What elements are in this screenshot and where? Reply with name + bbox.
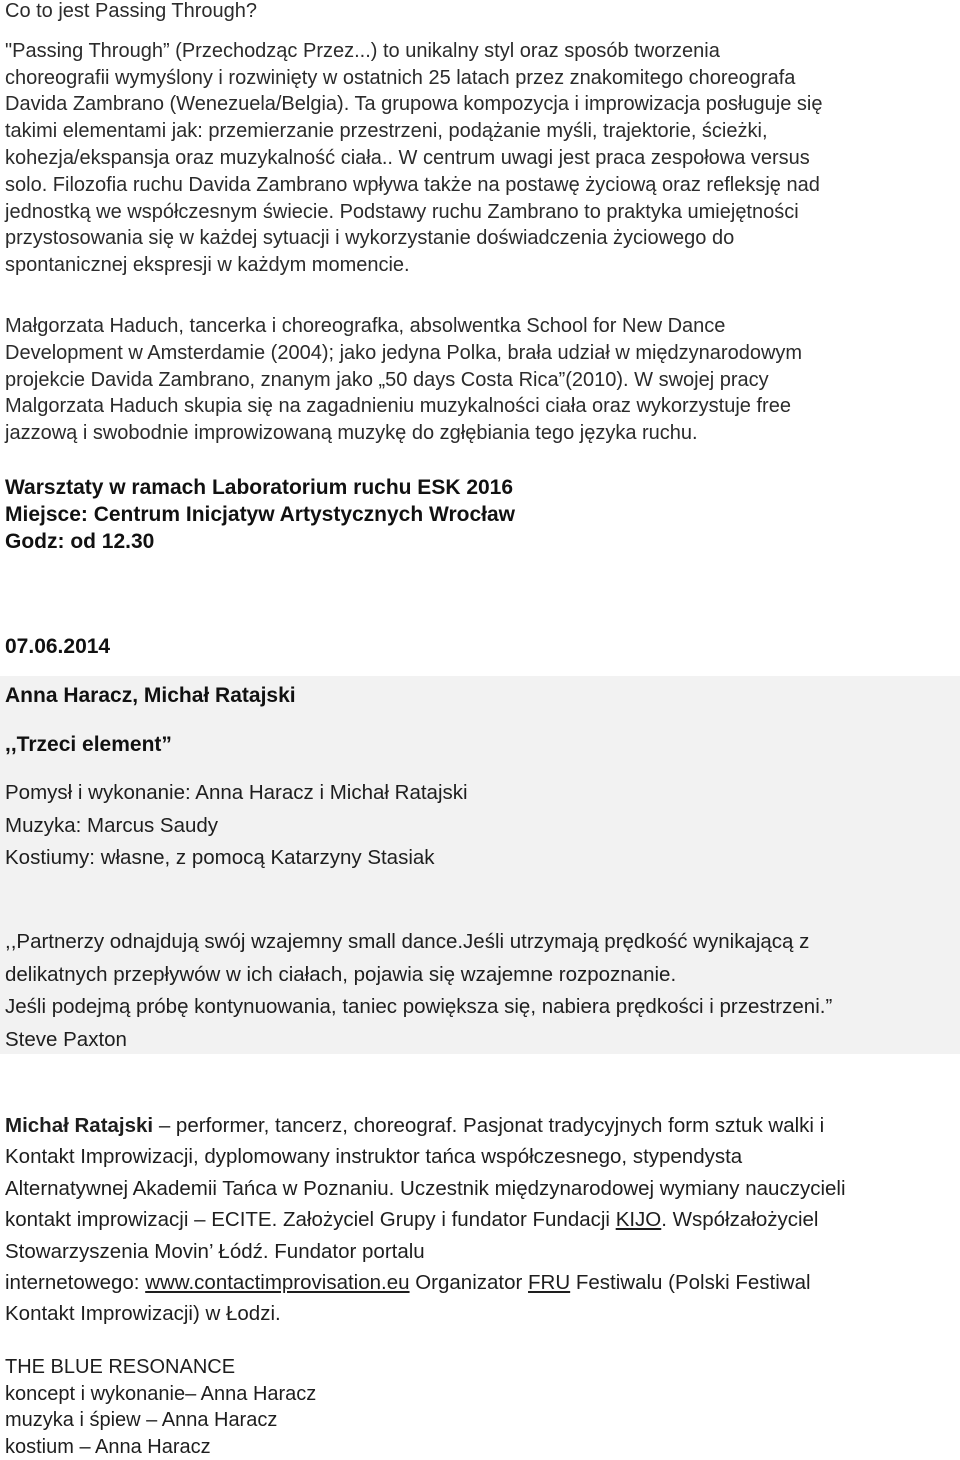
event-title: ,,Trzeci element” <box>5 731 952 758</box>
quote-line: delikatnych przepływów w ich ciałach, pojawia się wzajemne rozpoznanie. <box>5 959 952 992</box>
credit-line: Kostiumy: własne, z pomocą Katarzyny Stasiak <box>5 842 952 875</box>
haduch-line: Małgorzata Haduch, tancerka i choreografka, absolwentka School for New Dance <box>5 313 952 340</box>
intro-line: "Passing Through” (Przechodząc Przez...) to unikalny styl oraz sposób tworzenia <box>5 38 952 65</box>
bio-line6-a: internetowego: <box>5 1271 145 1294</box>
haduch-line: projekcie Davida Zambrano, znanym jako „50 days Costa Rica”(2010). W swojej pracy <box>5 367 952 394</box>
haduch-line: Development w Amsterdamie (2004); jako jedyna Polka, brała udział w międzynarodowym <box>5 340 952 367</box>
intro-line: jednostką we współczesnym świecie. Podstawy ruchu Zambrano to praktyka umiejętności <box>5 199 952 226</box>
contactimprovisation-link[interactable]: www.contactimprovisation.eu <box>145 1271 409 1294</box>
intro-line: Davida Zambrano (Wenezuela/Belgia). Ta grupowa kompozycja i improwizacja posługuje się <box>5 91 952 118</box>
blue-line: kostium – Anna Haracz <box>5 1434 952 1460</box>
bio-line: Kontakt Improwizacji, dyplomowany instruktor tańca współczesnego, stypendysta <box>5 1141 952 1172</box>
quote-line: Jeśli podejmą próbę kontynuowania, taniec powiększa się, nabiera prędkości i przestrzeni.” <box>5 991 952 1024</box>
bio-line4-b: . Współzałożyciel <box>661 1208 818 1231</box>
intro-line: kohezja/ekspansja oraz muzykalność ciała.. W centrum uwagi jest praca zespołowa versus <box>5 145 952 172</box>
haduch-line: Malgorzata Haduch skupia się na zagadnieniu muzykalności ciała oraz wykorzystuje free <box>5 393 952 420</box>
bio-section <box>5 1110 952 1330</box>
haduch-paragraph <box>5 313 952 447</box>
workshop-title: Warsztaty w ramach Laboratorium ruchu ESK 2016 <box>5 474 952 501</box>
intro-line: choreografii wymyślony i rozwinięty w ostatnich 25 latach przez znakomitego choreografa <box>5 65 952 92</box>
fru-link[interactable]: FRU <box>528 1271 570 1294</box>
credit-line: Muzyka: Marcus Saudy <box>5 810 952 843</box>
event-quote <box>5 926 952 1056</box>
bio-name: Michał Ratajski <box>5 1114 153 1137</box>
kijo-link[interactable]: KIJO <box>616 1208 662 1231</box>
intro-line: takimi elementami jak: przemierzanie przestrzeni, podążanie myśli, trajektorie, ścieżki, <box>5 118 952 145</box>
bio-line6-b: Organizator <box>410 1271 529 1294</box>
blue-resonance-section <box>5 1354 952 1460</box>
bio-line1-rest: – performer, tancerz, choreograf. Pasjonat tradycyjnych form sztuk walki i <box>153 1114 824 1137</box>
bio-line <box>5 1110 952 1141</box>
bio-line <box>5 1204 952 1235</box>
intro-line: spontanicznej ekspresji w każdym momencie. <box>5 252 952 279</box>
event-performers: Anna Haracz, Michał Ratajski <box>5 682 952 709</box>
credit-line: Pomysł i wykonanie: Anna Haracz i Michał Ratajski <box>5 777 952 810</box>
bio-line: Kontakt Improwizacji) w Łodzi. <box>5 1298 952 1329</box>
bio-line6-c: Festiwalu (Polski Festiwal <box>570 1271 810 1294</box>
bio-line: Alternatywnej Akademii Tańca w Poznaniu. Uczestnik międzynarodowej wymiany nauczycieli <box>5 1173 952 1204</box>
quote-author: Steve Paxton <box>5 1024 952 1057</box>
haduch-line: jazzową i swobodnie improwizowaną muzykę do zgłębiania tego języka ruchu. <box>5 420 952 447</box>
intro-heading: Co to jest Passing Through? <box>5 0 952 25</box>
blue-resonance-title: THE BLUE RESONANCE <box>5 1354 952 1381</box>
blue-line: koncept i wykonanie– Anna Haracz <box>5 1381 952 1408</box>
blue-line: muzyka i śpiew – Anna Haracz <box>5 1407 952 1434</box>
intro-section <box>5 0 952 279</box>
workshop-time: Godz: od 12.30 <box>5 528 952 555</box>
workshop-info <box>5 474 952 555</box>
event-date: 07.06.2014 <box>5 633 952 660</box>
intro-line: przystosowania się w każdej sytuacji i wykorzystanie doświadczenia życiowego do <box>5 225 952 252</box>
event-credits <box>5 777 952 875</box>
bio-line: Stowarzyszenia Movin’ Łódź. Fundator portalu <box>5 1236 952 1267</box>
workshop-place: Miejsce: Centrum Inicjatyw Artystycznych Wrocław <box>5 501 952 528</box>
quote-line: ,,Partnerzy odnajdują swój wzajemny small dance.Jeśli utrzymają prędkość wynikającą z <box>5 926 952 959</box>
bio-line <box>5 1267 952 1298</box>
bio-line4-a: kontakt improwizacji – ECITE. Założyciel Grupy i fundator Fundacji <box>5 1208 616 1231</box>
intro-line: solo. Filozofia ruchu Davida Zambrano wpływa także na postawę życiową oraz refleksję nad <box>5 172 952 199</box>
